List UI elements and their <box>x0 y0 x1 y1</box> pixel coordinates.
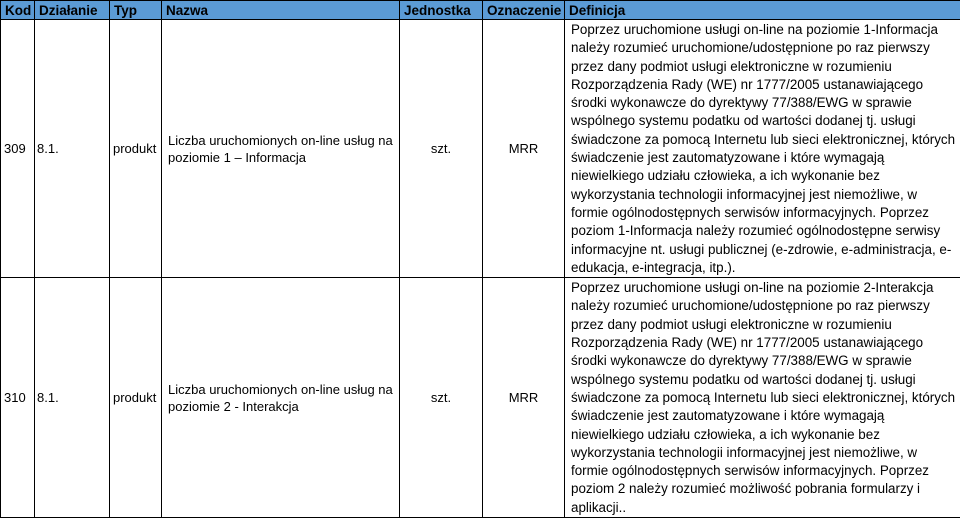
header-dzialanie: Działanie <box>35 1 110 20</box>
header-nazwa: Nazwa <box>162 1 400 20</box>
cell-oznaczenie: MRR <box>483 20 565 278</box>
header-definicja: Definicja <box>565 1 960 20</box>
header-typ: Typ <box>110 1 162 20</box>
cell-nazwa: Liczba uruchomionych on-line usług na poziomie 1 – Informacja <box>162 20 400 278</box>
cell-definicja: Poprzez uruchomione usługi on-line na poziomie 2-Interakcja należy rozumieć uruchomione/udostępnione po raz pierwszy przez dany podmiot usługi elektroniczne w rozumieniu Rozporządzenia Rady (WE) nr 1777/2005 ustanawiającego środki wykonawcze do dyrektywy 77/388/EWG w sprawie wspólnego systemu podatku od wartości dodanej tj. usługi świadczone za pomocą Internetu lub sieci elektronicznej, których świadczenie jest zautomatyzowane i które wymagają niewielkiego udziału człowieka, a ich wykonanie bez wykorzystania technologii informacyjnej jest niemożliwe, w formie ogólnodostępnych serwisów informacyjnych. Poprzez poziom 2 należy rozumieć możliwość pobrania formularzy i aplikacji.. <box>565 278 960 518</box>
cell-dzialanie: 8.1. <box>35 20 110 278</box>
header-row <box>1 1 960 20</box>
cell-jednostka: szt. <box>400 20 483 278</box>
cell-nazwa: Liczba uruchomionych on-line usług na poziomie 2 - Interakcja <box>162 278 400 518</box>
cell-jednostka: szt. <box>400 278 483 518</box>
cell-typ: produkt <box>110 20 162 278</box>
header-oznaczenie: Oznaczenie <box>483 1 565 20</box>
cell-definicja: Poprzez uruchomione usługi on-line na poziomie 1-Informacja należy rozumieć uruchomione/udostępnione po raz pierwszy przez dany podmiot usługi elektroniczne w rozumieniu Rozporządzenia Rady (WE) nr 1777/2005 ustanawiającego środki wykonawcze do dyrektywy 77/388/EWG w sprawie wspólnego systemu podatku od wartości dodanej tj. usługi świadczone za pomocą Internetu lub sieci elektronicznej, których świadczenie jest zautomatyzowane i które wymagają niewielkiego udziału człowieka, a ich wykonanie bez wykorzystania technologii informacyjnej jest niemożliwe, w formie ogólnodostępnych serwisów informacyjnych. Poprzez poziom 1-Informacja należy rozumieć ogólnodostępne serwisy informacyjne nt. usługi publicznej (e-zdrowie, e-administracja, e-edukacja, e-integracja, itp.). <box>565 20 960 278</box>
cell-kod: 309 <box>1 20 35 278</box>
header-jednostka: Jednostka <box>400 1 483 20</box>
cell-oznaczenie: MRR <box>483 278 565 518</box>
table-row <box>1 20 960 278</box>
header-kod: Kod <box>1 1 35 20</box>
cell-dzialanie: 8.1. <box>35 278 110 518</box>
table-row <box>1 278 960 518</box>
cell-typ: produkt <box>110 278 162 518</box>
cell-kod: 310 <box>1 278 35 518</box>
